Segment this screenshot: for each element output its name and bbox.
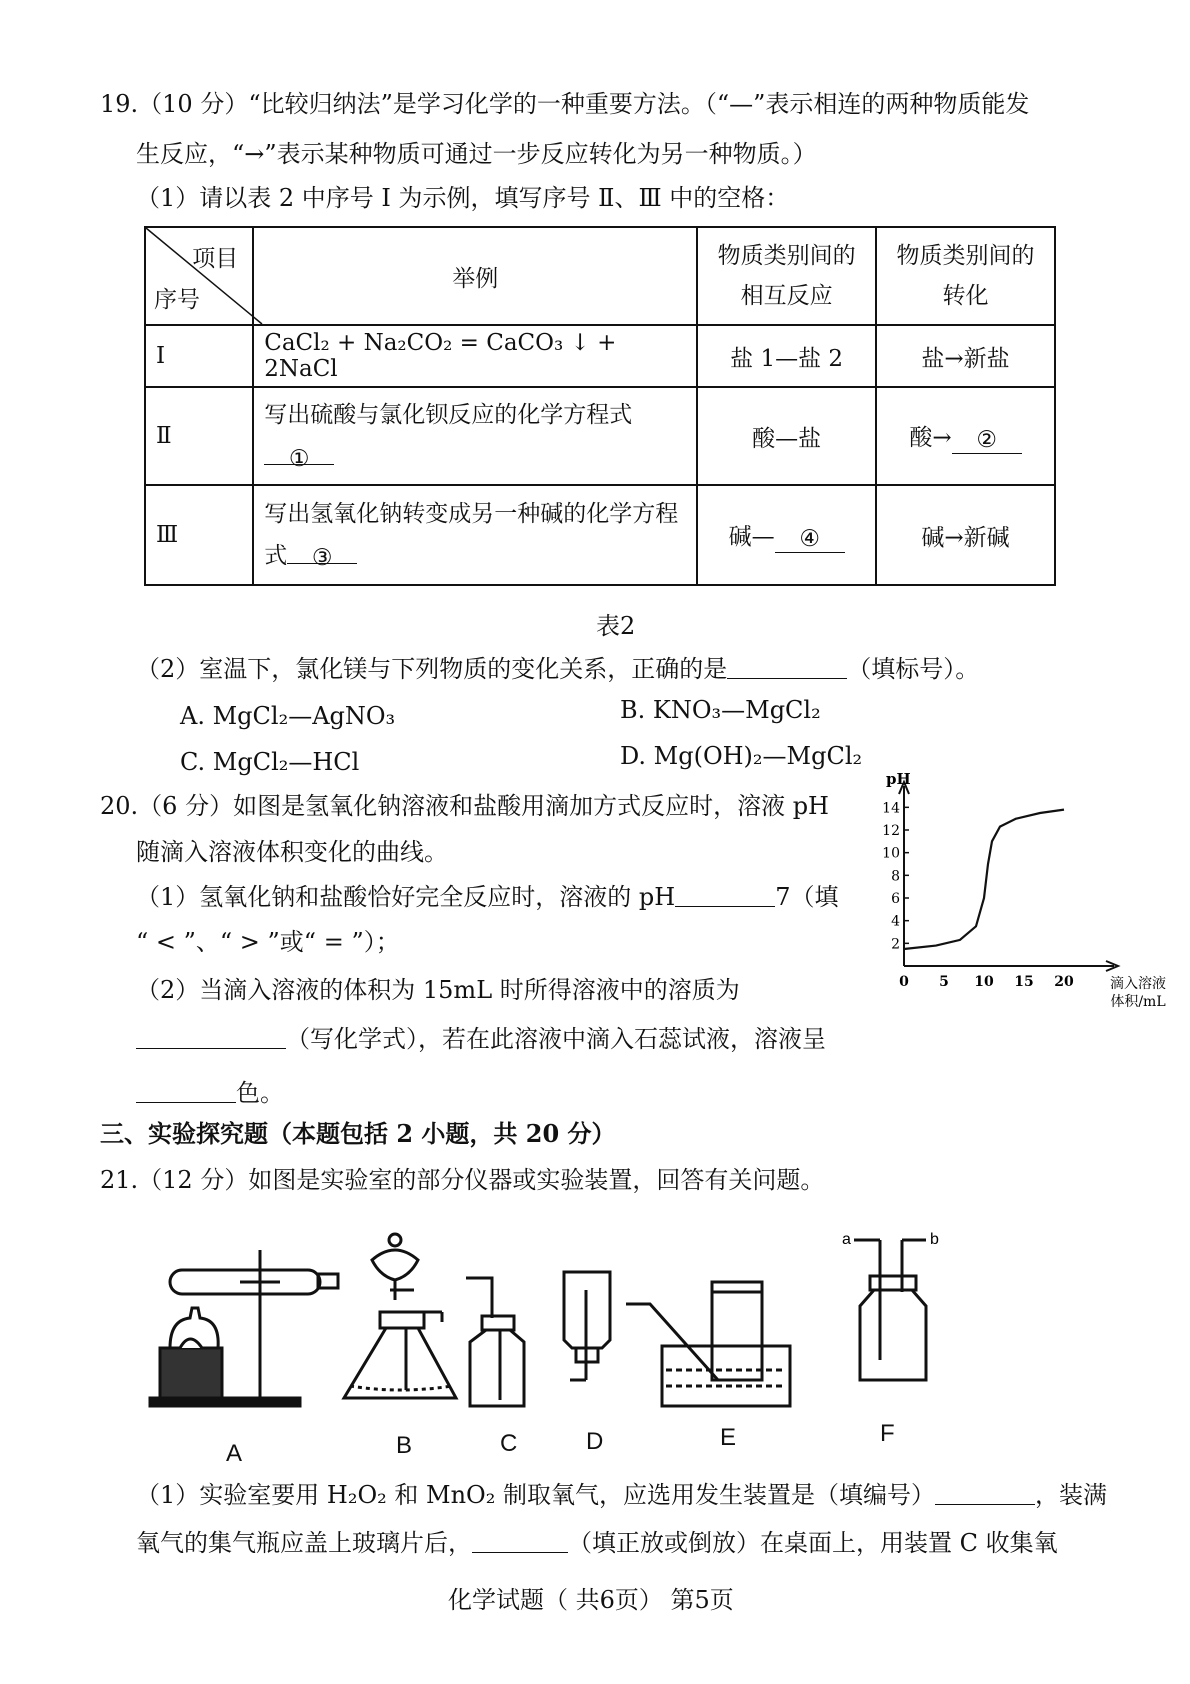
x-tick-label: 0 xyxy=(899,974,909,990)
q20-p1b: 7（填 xyxy=(775,883,839,911)
q21-blank-placement[interactable] xyxy=(472,1526,568,1553)
x-tick-label: 20 xyxy=(1054,974,1074,990)
q20-blank-solute[interactable] xyxy=(136,1022,286,1049)
x-axis-label-line1: 滴入溶液 xyxy=(1110,976,1166,992)
apparatus-e xyxy=(626,1282,790,1406)
q20-blank-ph[interactable] xyxy=(675,880,775,907)
q19-line1: 19.（10 分）“比较归纳法”是学习化学的一种重要方法。（“—”表示相连的两种物质能发 xyxy=(100,90,1030,118)
ph-curve xyxy=(904,810,1064,949)
row1-convert: 盐→新盐 xyxy=(876,325,1055,387)
table-2 xyxy=(144,226,1056,586)
apparatus-c xyxy=(466,1278,524,1406)
apparatus-a xyxy=(150,1250,338,1406)
q20-blank-color[interactable] xyxy=(136,1076,236,1103)
y-tick-label: 2 xyxy=(891,936,900,953)
row2-seq: Ⅱ xyxy=(145,387,253,485)
q20-p1c: “ < ”、“ > ”或“ = ”）； xyxy=(136,928,400,956)
q20-p2c-line xyxy=(136,1076,284,1109)
q20-p2b: （写化学式），若在此溶液中滴入石蕊试液，溶液呈 xyxy=(286,1025,826,1053)
label-a: A xyxy=(226,1440,243,1467)
option-c: C. MgCl₂—HCl xyxy=(180,748,360,776)
q19-part2: （2）室温下，氯化镁与下列物质的变化关系，正确的是 xyxy=(136,655,728,683)
blank-1[interactable]: ① xyxy=(264,438,334,465)
header-example: 举例 xyxy=(253,227,697,325)
y-tick-label: 12 xyxy=(882,823,900,839)
row3-seq: Ⅲ xyxy=(145,485,253,585)
row2-convert: 酸→ xyxy=(909,424,952,451)
label-e: E xyxy=(720,1424,737,1451)
x-tick-label: 10 xyxy=(974,974,994,990)
header-seq: 序号 xyxy=(154,287,200,313)
y-tick-label: 14 xyxy=(882,800,900,817)
q20-p2c: 色。 xyxy=(236,1079,284,1107)
q20-line2: 随滴入溶液体积变化的曲线。 xyxy=(136,838,448,866)
row2-convert-cell xyxy=(876,387,1055,485)
q21-line1: 21.（12 分）如图是实验室的部分仪器或实验装置，回答有关问题。 xyxy=(100,1166,825,1194)
q20-p2b-line xyxy=(136,1022,826,1055)
y-tick-label: 4 xyxy=(891,913,900,930)
y-tick-label: 8 xyxy=(891,868,900,885)
option-b: B. KNO₃—MgCl₂ xyxy=(620,696,821,724)
header-react: 物质类别间的相互反应 xyxy=(697,227,876,325)
row2-react: 酸—盐 xyxy=(697,387,876,485)
apparatus-f xyxy=(854,1240,926,1380)
f-tube-a: a xyxy=(842,1231,851,1248)
label-d: D xyxy=(586,1428,604,1455)
q21-p1c-line xyxy=(136,1526,1058,1559)
q19-part2-tail: （填标号）。 xyxy=(847,655,980,683)
q21-p1b: ，装满 xyxy=(1034,1481,1107,1509)
section-3-title: 三、实验探究题（本题包括 2 小题，共 20 分） xyxy=(100,1119,616,1148)
row3-react-cell xyxy=(697,485,876,585)
q21-p1c: 氧气的集气瓶应盖上玻璃片后， xyxy=(136,1529,472,1557)
header-diagonal-cell xyxy=(145,227,253,325)
x-axis-label-line2: 体积/mL xyxy=(1110,994,1166,1010)
label-b: B xyxy=(396,1432,413,1459)
table-caption: 表2 xyxy=(596,612,636,640)
blank-4[interactable]: ④ xyxy=(775,526,845,553)
y-tick-label: 10 xyxy=(882,845,900,862)
row1-react: 盐 1—盐 2 xyxy=(697,325,876,387)
row2-example-cell xyxy=(253,387,697,485)
q20-p2a: （2）当滴入溶液的体积为 15mL 时所得溶液中的溶质为 xyxy=(136,976,740,1004)
header-item: 项目 xyxy=(192,246,239,272)
q21-p1d: （填正放或倒放）在桌面上，用装置 C 收集氧 xyxy=(568,1529,1058,1557)
page-footer: 化学试题（ 共6页） 第5页 xyxy=(448,1586,734,1614)
table-row xyxy=(145,485,1055,585)
q19-part2-line xyxy=(136,652,979,685)
row3-example-cell xyxy=(253,485,697,585)
q20-p1a: （1）氢氧化钠和盐酸恰好完全反应时，溶液的 pH xyxy=(136,883,676,911)
label-c: C xyxy=(500,1430,518,1457)
part2-answer-blank[interactable] xyxy=(727,652,847,679)
q21-blank-generator[interactable] xyxy=(935,1478,1035,1505)
table-row xyxy=(145,325,1055,387)
q20-line1: 20.（6 分）如图是氢氧化钠溶液和盐酸用滴加方式反应时，溶液 pH xyxy=(100,792,829,820)
blank-2[interactable]: ② xyxy=(952,427,1022,454)
y-axis-label: pH xyxy=(886,770,911,788)
apparatus-figure xyxy=(140,1230,1000,1420)
ph-chart xyxy=(882,770,1184,1036)
row3-react: 碱— xyxy=(728,523,775,550)
label-f: F xyxy=(880,1420,895,1447)
header-convert: 物质类别间的转化 xyxy=(876,227,1055,325)
option-d: D. Mg(OH)₂—MgCl₂ xyxy=(620,742,863,770)
q21-p1-line xyxy=(136,1478,1107,1511)
x-tick-label: 15 xyxy=(1014,974,1034,990)
apparatus-b xyxy=(344,1234,456,1398)
row1-example: CaCl₂ + Na₂CO₂ = CaCO₃ ↓ + 2NaCl xyxy=(253,325,697,387)
q19-line2: 生反应，“→”表示某种物质可通过一步反应转化为另一种物质。） xyxy=(136,140,817,168)
q21-p1a: （1）实验室要用 H₂O₂ 和 MnO₂ 制取氧气，应选用发生装置是（填编号） xyxy=(136,1481,935,1509)
q20-p1-line xyxy=(136,880,838,913)
q19-part1: （1）请以表 2 中序号 Ⅰ 为示例，填写序号 Ⅱ、Ⅲ 中的空格： xyxy=(136,184,790,212)
table-row xyxy=(145,387,1055,485)
row3-example: 写出氢氧化钠转变成另一种碱的化学方程式 xyxy=(264,501,679,569)
x-tick-label: 5 xyxy=(939,974,949,990)
apparatus-d xyxy=(564,1272,610,1380)
y-tick-label: 6 xyxy=(891,891,900,907)
row2-example: 写出硫酸与氯化钡反应的化学方程式 xyxy=(264,402,633,428)
row3-convert: 碱→新碱 xyxy=(876,485,1055,585)
option-a: A. MgCl₂—AgNO₃ xyxy=(180,702,396,730)
blank-3[interactable]: ③ xyxy=(287,537,357,564)
f-tube-b: b xyxy=(930,1231,939,1248)
row1-seq: Ⅰ xyxy=(145,325,253,387)
